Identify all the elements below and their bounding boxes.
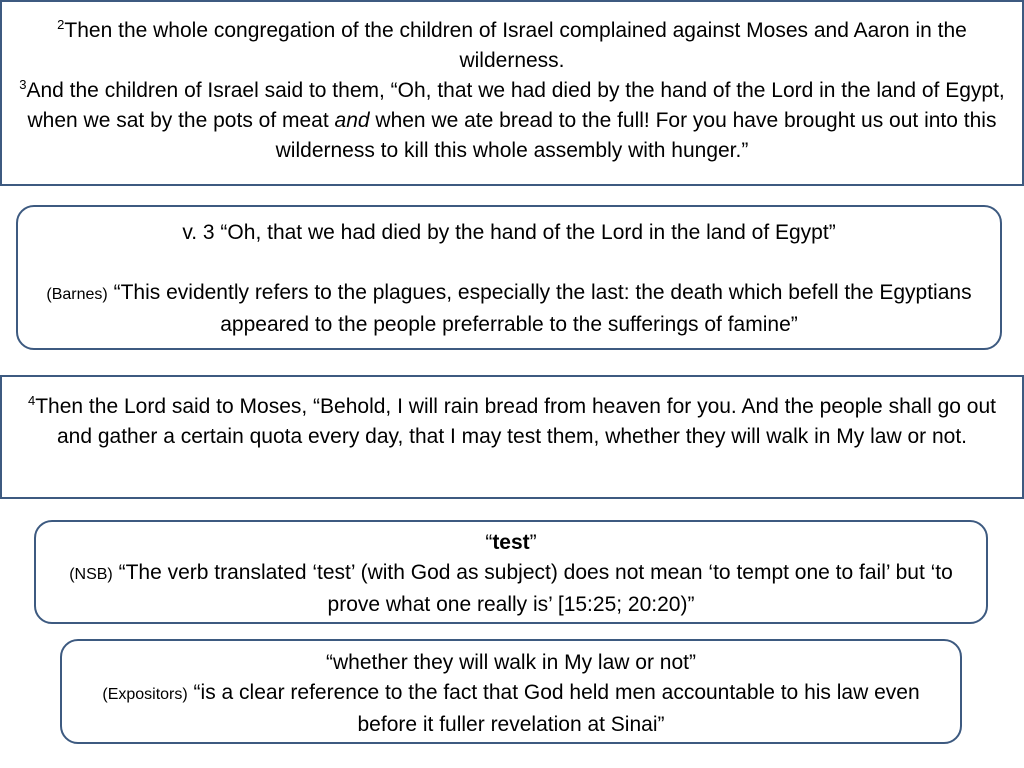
verse-4 [10, 392, 1014, 452]
barnes-source: (Barnes) [46, 286, 108, 303]
expositors-heading: “whether they will walk in My law or not” [326, 651, 696, 674]
expositors-body [82, 678, 940, 740]
expositors-source: (Expositors) [102, 686, 188, 703]
verse-3-text-a: And the children of Israel said to them, “Oh, that we had died by the hand of the Lord in the land of Egypt, when we sat by the pots of meat [26, 79, 1005, 132]
nsb-term: test [492, 531, 530, 554]
nsb-open-quote: “ [485, 531, 493, 554]
barnes-quote: “This evidently refers to the plagues, especially the last: the death which befell the Egyptians appeared to the people preferrable to the sufferings of famine” [107, 281, 972, 336]
verse-2-text: Then the whole congregation of the children of Israel complained against Moses and Aaron in the wilderness. [64, 19, 967, 72]
verse-3 [12, 76, 1012, 166]
verse-2 [12, 16, 1012, 76]
nsb-body [56, 558, 966, 620]
verse-4-number: 4 [28, 393, 36, 408]
scripture-box-verses-2-3 [0, 0, 1024, 186]
scripture-box-verse-4 [0, 375, 1024, 499]
commentary-box-nsb [34, 520, 988, 624]
nsb-source: (NSB) [69, 566, 113, 583]
barnes-heading: v. 3 “Oh, that we had died by the hand of the Lord in the land of Egypt” [182, 221, 836, 244]
verse-3-text-b: when we ate bread to the full! For you have brought us out into this wilderness to kill this whole assembly with hunger.” [275, 109, 997, 162]
verse-3-italic-word: and [334, 109, 370, 132]
verse-2-number: 2 [57, 17, 65, 32]
barnes-spacer [38, 248, 980, 278]
nsb-heading [56, 528, 966, 558]
expositors-quote: “is a clear reference to the fact that God held men accountable to his law even before it fuller revelation at Sinai” [187, 681, 920, 736]
verse-3-number: 3 [19, 77, 27, 92]
commentary-box-expositors [60, 639, 962, 744]
verse-4-text: Then the Lord said to Moses, “Behold, I will rain bread from heaven for you. And the people shall go out and gather a certain quota every day, that I may test them, whether they will walk in My law or not. [35, 395, 996, 448]
commentary-box-barnes [16, 205, 1002, 350]
nsb-close-quote: ” [529, 531, 537, 554]
barnes-body [38, 278, 980, 340]
nsb-quote: “The verb translated ‘test’ (with God as subject) does not mean ‘to tempt one to fail’ but ‘to prove what one really is’ [15:25; 20:20)” [112, 561, 953, 616]
